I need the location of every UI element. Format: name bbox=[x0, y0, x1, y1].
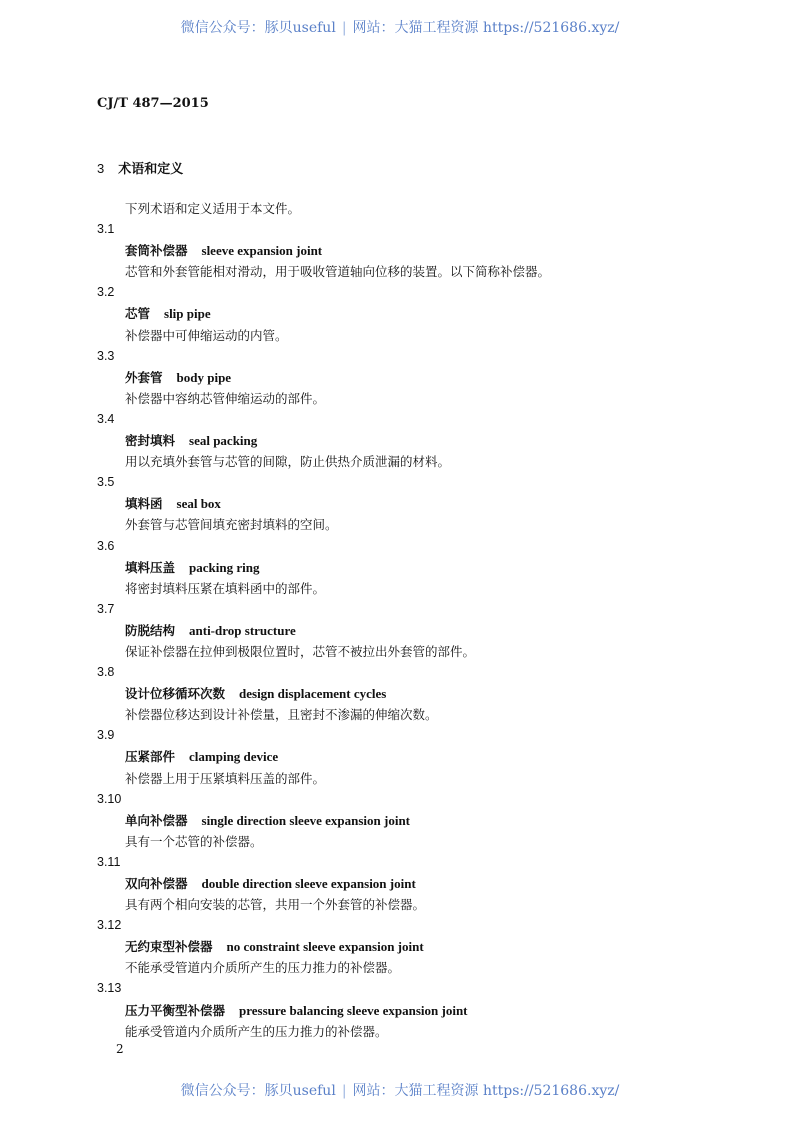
term-entry bbox=[97, 536, 550, 599]
term-entry bbox=[97, 662, 550, 725]
term-en: double direction sleeve expansion joint bbox=[201, 876, 416, 891]
term-definition: 补偿器位移达到设计补偿量，且密封不渗漏的伸缩次数。 bbox=[125, 707, 438, 723]
terms-list bbox=[97, 198, 550, 1042]
term-number: 3.11 bbox=[97, 854, 121, 869]
section-title: 术语和定义 bbox=[118, 162, 184, 177]
term-definition: 保证补偿器在拉伸到极限位置时，芯管不被拉出外套管的部件。 bbox=[125, 643, 476, 659]
term-title bbox=[97, 873, 550, 894]
term-title bbox=[97, 936, 550, 957]
watermark-right: 网站：大猫工程资源 https://521686.xyz/ bbox=[352, 20, 620, 36]
term-title bbox=[97, 493, 550, 514]
term-entry bbox=[97, 978, 550, 1041]
term-en: pressure balancing sleeve expansion joint bbox=[239, 1002, 468, 1018]
term-number: 3.4 bbox=[97, 411, 115, 426]
term-title bbox=[97, 557, 550, 578]
term-zh: 密封填料 bbox=[125, 433, 176, 449]
term-number: 3.6 bbox=[97, 538, 115, 553]
section-number: 3 bbox=[97, 161, 105, 176]
term-zh: 防脱结构 bbox=[125, 622, 176, 638]
term-en: seal box bbox=[176, 496, 221, 512]
term-entry bbox=[97, 219, 550, 282]
term-definition: 用以充填外套管与芯管的间隙，防止供热介质泄漏的材料。 bbox=[125, 454, 451, 470]
term-number: 3.5 bbox=[97, 475, 115, 490]
term-number: 3.12 bbox=[97, 918, 122, 933]
term-title bbox=[97, 620, 550, 641]
page-number: 2 bbox=[116, 1042, 124, 1056]
term-entry bbox=[97, 599, 550, 662]
term-zh: 双向补偿器 bbox=[125, 876, 188, 891]
term-zh: 芯管 bbox=[125, 306, 151, 322]
term-definition: 补偿器中可伸缩运动的内管。 bbox=[125, 327, 288, 343]
term-en: seal packing bbox=[189, 433, 258, 449]
term-zh: 外套管 bbox=[125, 369, 163, 385]
term-number: 3.8 bbox=[97, 665, 115, 680]
term-definition: 补偿器中容纳芯管伸缩运动的部件。 bbox=[125, 390, 326, 406]
intro-text: 下列术语和定义适用于本文件。 bbox=[125, 201, 301, 216]
watermark-sep: | bbox=[341, 20, 347, 36]
term-title bbox=[97, 303, 550, 324]
term-title bbox=[97, 683, 550, 704]
term-entry bbox=[97, 346, 550, 409]
term-entry bbox=[97, 789, 550, 852]
term-en: no constraint sleeve expansion joint bbox=[226, 939, 424, 955]
term-en: design displacement cycles bbox=[239, 686, 387, 702]
term-definition: 补偿器上用于压紧填料压盖的部件。 bbox=[125, 770, 326, 786]
term-zh: 压紧部件 bbox=[125, 749, 176, 765]
term-number: 3.7 bbox=[97, 601, 115, 616]
term-number: 3.3 bbox=[97, 348, 115, 363]
term-number: 3.13 bbox=[97, 981, 122, 996]
term-title bbox=[97, 746, 550, 767]
term-number: 3.10 bbox=[97, 791, 122, 806]
term-entry bbox=[97, 409, 550, 472]
term-definition: 能承受管道内介质所产生的压力推力的补偿器。 bbox=[125, 1023, 388, 1039]
term-title bbox=[97, 810, 550, 831]
term-zh: 压力平衡型补偿器 bbox=[125, 1002, 226, 1018]
term-definition: 将密封填料压紧在填料函中的部件。 bbox=[125, 580, 326, 596]
watermark-left: 微信公众号：豚贝useful bbox=[180, 1083, 336, 1099]
term-zh: 无约束型补偿器 bbox=[125, 939, 213, 955]
term-definition: 具有两个相向安装的芯管，共用一个外套管的补偿器。 bbox=[125, 897, 426, 913]
term-en: slip pipe bbox=[164, 306, 211, 322]
term-en: packing ring bbox=[189, 559, 260, 575]
term-entry bbox=[97, 915, 550, 978]
term-zh: 填料压盖 bbox=[125, 559, 176, 575]
watermark-right: 网站：大猫工程资源 https://521686.xyz/ bbox=[352, 1083, 620, 1099]
term-number: 3.2 bbox=[97, 285, 115, 300]
standard-number: CJ/T 487—2015 bbox=[97, 96, 209, 111]
term-zh: 单向补偿器 bbox=[125, 812, 188, 828]
section-heading bbox=[97, 158, 183, 177]
term-en: single direction sleeve expansion joint bbox=[201, 812, 410, 828]
term-en: body pipe bbox=[176, 369, 232, 385]
term-title bbox=[97, 240, 550, 261]
term-zh: 填料函 bbox=[125, 496, 163, 512]
term-number: 3.9 bbox=[97, 728, 115, 743]
term-title bbox=[97, 367, 550, 388]
term-title bbox=[97, 1000, 550, 1021]
term-definition: 不能承受管道内介质所产生的压力推力的补偿器。 bbox=[125, 960, 401, 976]
term-zh: 套筒补偿器 bbox=[125, 243, 188, 259]
term-en: sleeve expansion joint bbox=[201, 243, 323, 259]
term-definition: 外套管与芯管间填充密封填料的空间。 bbox=[125, 517, 338, 533]
term-title bbox=[97, 430, 550, 451]
watermark-sep: | bbox=[341, 1083, 347, 1099]
watermark-bottom bbox=[0, 1080, 800, 1100]
term-entry bbox=[97, 725, 550, 788]
term-en: anti-drop structure bbox=[189, 622, 296, 638]
term-entry bbox=[97, 852, 550, 915]
term-en: clamping device bbox=[189, 749, 279, 765]
watermark-top bbox=[0, 17, 800, 37]
term-entry bbox=[97, 472, 550, 535]
term-number: 3.1 bbox=[97, 222, 115, 237]
term-definition: 具有一个芯管的补偿器。 bbox=[125, 833, 263, 849]
term-definition: 芯管和外套管能相对滑动，用于吸收管道轴向位移的装置。以下简称补偿器。 bbox=[125, 264, 551, 280]
term-zh: 设计位移循环次数 bbox=[125, 686, 226, 702]
term-entry bbox=[97, 282, 550, 345]
watermark-left: 微信公众号：豚贝useful bbox=[180, 20, 336, 36]
